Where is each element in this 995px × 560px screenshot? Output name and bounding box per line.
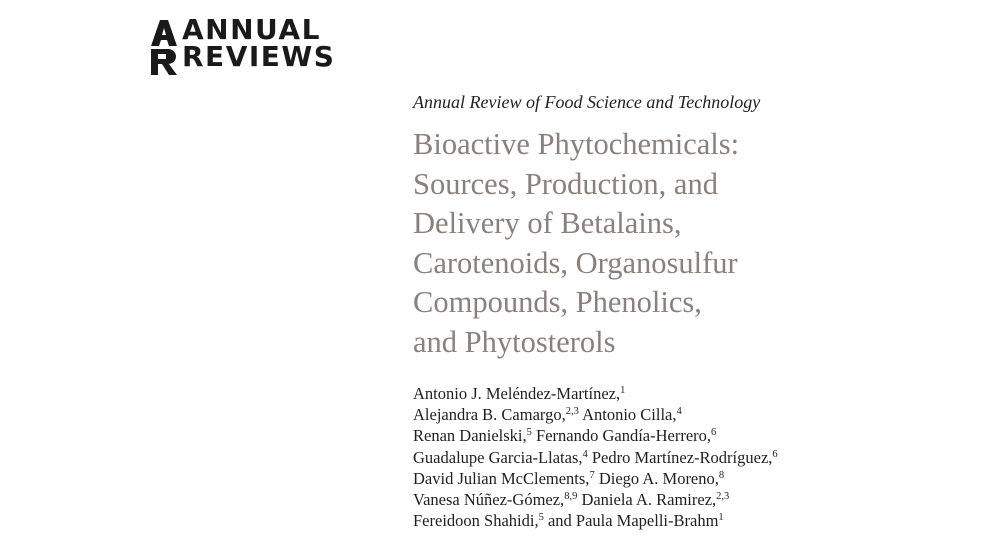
affiliation-superscript: 8	[718, 469, 725, 481]
author: Fereidoon Shahidi,$^5$	[413, 511, 544, 531]
author-line	[413, 425, 983, 446]
author-line	[413, 489, 983, 510]
author: Alejandra B. Camargo,$^{2,3}$	[413, 405, 579, 425]
journal-name: Annual Review of Food Science and Technology	[413, 92, 761, 112]
title-line: Delivery of Betalains,	[413, 206, 682, 240]
affiliation-superscript: 2,3	[565, 406, 579, 418]
ar-logo-icon	[151, 20, 177, 75]
title-line: Bioactive Phytochemicals:	[413, 127, 740, 161]
author: Diego A. Moreno,$^8$	[598, 468, 725, 488]
annual-reviews-logo	[151, 13, 336, 75]
affiliation-superscript: 4	[676, 406, 682, 418]
logo-wordmark	[182, 13, 336, 73]
affiliation-superscript: 8,9	[564, 491, 578, 503]
author: Antonio Cilla,$^4$	[582, 405, 682, 425]
logo-line-reviews: REVIEWS	[182, 40, 336, 73]
title-line: Carotenoids, Organosulfur	[413, 245, 738, 280]
affiliation-superscript: 1	[718, 512, 724, 524]
affiliation-superscript: 5	[526, 427, 532, 439]
author: Antonio J. Meléndez-Martínez,$^1$	[413, 384, 626, 403]
affiliation-superscript: 7	[589, 469, 595, 481]
author: Daniela A. Ramirez,$^{2,3}$	[581, 490, 730, 510]
author-line	[413, 468, 983, 489]
author: David Julian McClements,$^7$	[413, 468, 595, 488]
author-line	[413, 383, 983, 404]
author: and Paula Mapelli-Brahm$^1$	[547, 511, 724, 531]
affiliation-superscript: 1	[620, 385, 626, 396]
author-line	[413, 447, 983, 468]
author: Pedro Martínez-Rodríguez,$^6$	[591, 447, 778, 467]
affiliation-superscript: 2,3	[716, 491, 730, 503]
affiliation-superscript: 6	[772, 448, 778, 460]
affiliation-superscript: 4	[582, 448, 588, 460]
affiliation-superscript: 6	[711, 427, 717, 439]
author: Renan Danielski,$^5$	[413, 426, 532, 446]
author-line	[413, 510, 983, 531]
article-title	[413, 125, 973, 362]
author-list	[413, 383, 983, 531]
author: Vanesa Núñez-Gómez,$^{8,9}$	[413, 490, 578, 510]
title-line: Compounds, Phenolics,	[413, 285, 702, 319]
title-line: Sources, Production, and	[413, 166, 718, 201]
author: Fernando Gandía-Herrero,$^6$	[536, 426, 717, 446]
author: Guadalupe Garcia-Llatas,$^4$	[413, 447, 588, 467]
affiliation-superscript: 5	[538, 512, 544, 524]
logo-line-annual: ANNUAL	[182, 13, 321, 46]
title-line: and Phytosterols	[413, 324, 616, 359]
author-line	[413, 404, 983, 425]
